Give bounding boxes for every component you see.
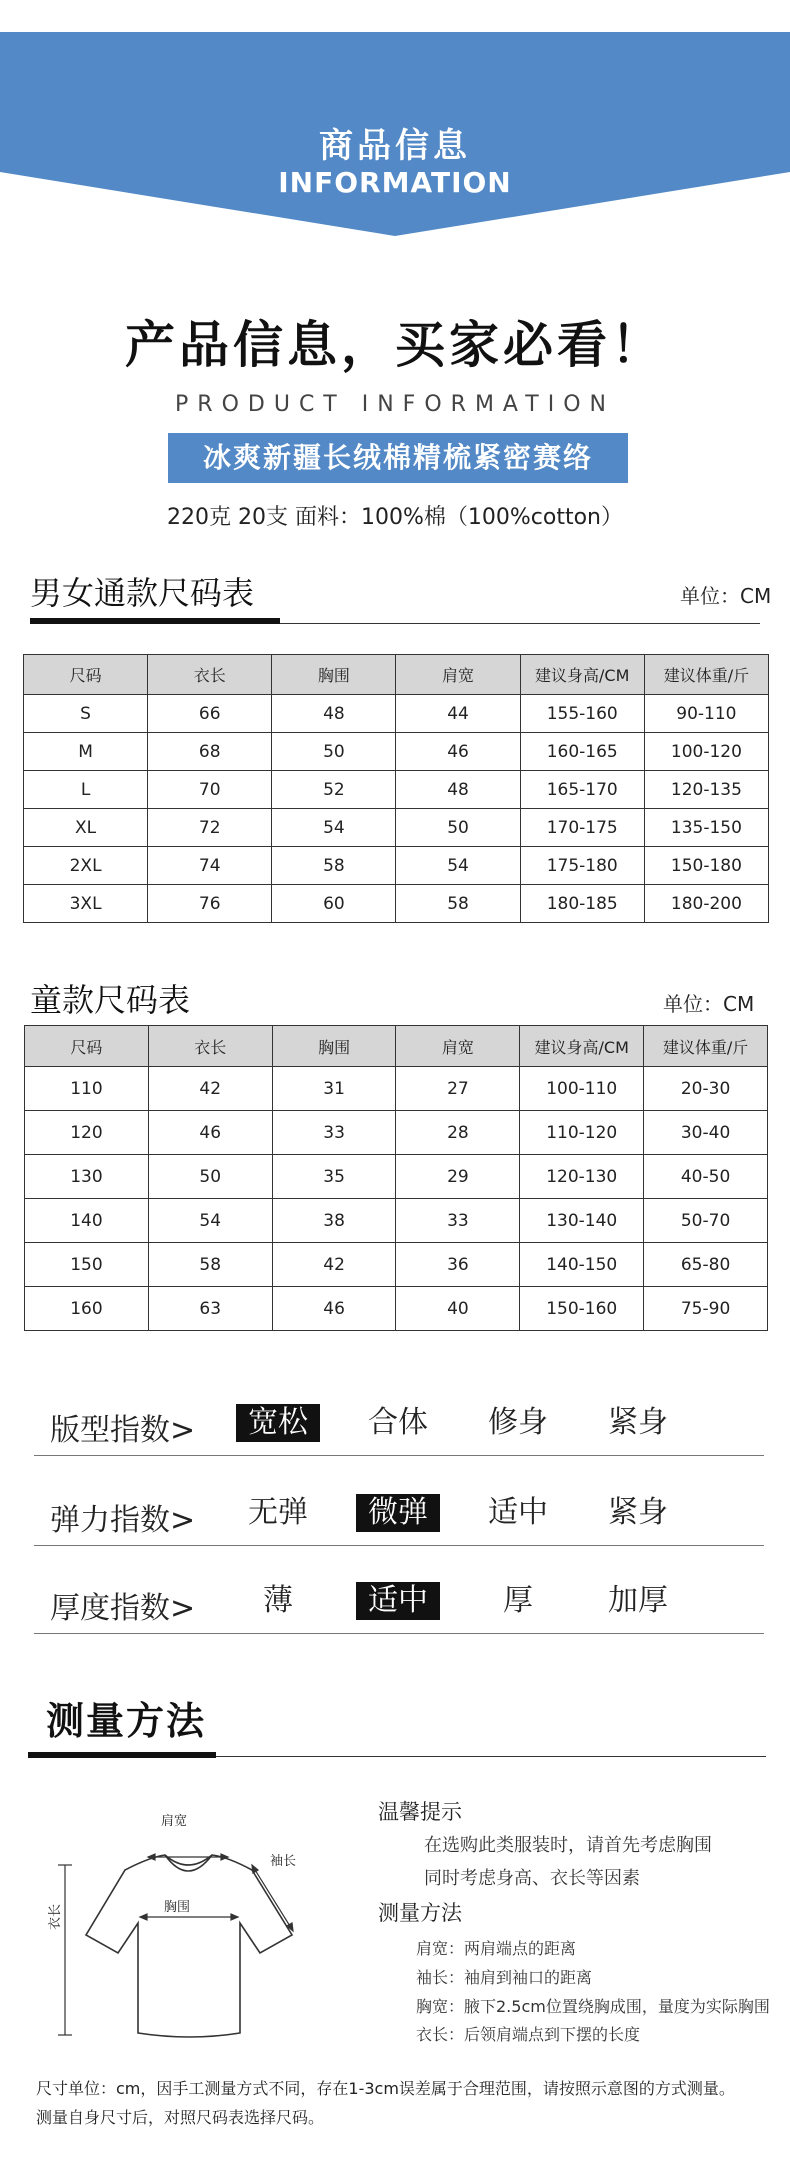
table-cell: 50-70 [644,1199,768,1243]
table-cell: 29 [396,1155,520,1199]
table-cell: 46 [272,1287,396,1331]
col-header-size: 尺码 [25,1026,149,1067]
table-cell: 72 [148,809,272,847]
table-row [25,1287,768,1331]
table-header-row [25,1026,768,1067]
index-option-selected: 宽松 [236,1404,320,1442]
table-cell: 48 [272,695,396,733]
table-cell: 40-50 [644,1155,768,1199]
table-cell: 54 [396,847,520,885]
table-cell: 180-185 [520,885,644,923]
adult-title-underline [30,618,280,624]
length-label: 衣长 [48,1903,63,1930]
kids-table-title: 童款尺码表 [30,981,191,1019]
table-cell: 46 [396,733,520,771]
page-title: 产品信息，买家必看！ [125,316,665,374]
table-cell: 76 [148,885,272,923]
table-cell: 74 [148,847,272,885]
table-cell: 66 [148,695,272,733]
table-cell: 27 [396,1067,520,1111]
table-cell: 100-110 [520,1067,644,1111]
kids-size-table [24,1025,768,1331]
adult-title-rule [280,623,760,624]
table-cell: 120 [25,1111,149,1155]
fabric-spec: 220克 20支 面料：100%棉（100%cotton） [167,505,623,530]
method-line: 袖长：袖肩到袖口的距离 [416,1968,593,1987]
table-cell: 155-160 [520,695,644,733]
table-cell: 58 [148,1243,272,1287]
table-cell: 120-135 [644,771,768,809]
table-row [24,847,769,885]
table-row [25,1155,768,1199]
table-cell: 160 [25,1287,149,1331]
shoulder-label: 肩宽 [161,1814,188,1829]
table-cell: 30-40 [644,1111,768,1155]
index-option: 紧身 [608,1495,668,1530]
index-option: 适中 [488,1495,548,1530]
table-cell: 60 [272,885,396,923]
table-cell: 42 [148,1067,272,1111]
table-cell: 33 [396,1199,520,1243]
table-row [24,771,769,809]
method-line: 衣长：后领肩端点到下摆的长度 [416,2025,641,2044]
table-cell: 130 [25,1155,149,1199]
footer-note: 尺寸单位：cm，因手工测量方式不同，存在1-3cm误差属于合理范围，请按照示意图的方式测量。 [36,2079,735,2098]
table-cell: 33 [272,1111,396,1155]
col-header-chest: 胸围 [272,655,396,695]
table-cell: 36 [396,1243,520,1287]
table-cell: 140-150 [520,1243,644,1287]
col-header-height: 建议身高/CM [520,655,644,695]
adult-table-unit: 单位：CM [680,584,772,608]
table-cell: 130-140 [520,1199,644,1243]
col-header-length: 衣长 [148,1026,272,1067]
adult-table-title: 男女通款尺码表 [30,574,255,612]
method-title: 测量方法 [378,1901,462,1925]
table-cell: 31 [272,1067,396,1111]
table-cell: 44 [396,695,520,733]
col-header-weight: 建议体重/斤 [644,655,768,695]
table-cell: 175-180 [520,847,644,885]
kids-table-unit: 单位：CM [663,992,755,1016]
table-cell: 120-130 [520,1155,644,1199]
table-cell: M [24,733,148,771]
table-cell: 140 [25,1199,149,1243]
table-cell: 180-200 [644,885,768,923]
index-divider [34,1455,764,1456]
index-option: 加厚 [608,1583,668,1618]
table-cell: 150-160 [520,1287,644,1331]
table-row [24,695,769,733]
index-option: 无弹 [248,1495,308,1530]
table-cell: S [24,695,148,733]
tip-line: 在选购此类服装时，请首先考虑胸围 [424,1835,712,1856]
table-row [24,809,769,847]
col-header-shoulder: 肩宽 [396,1026,520,1067]
page-subtitle: PRODUCT INFORMATION [175,392,615,417]
table-cell: 38 [272,1199,396,1243]
measure-title-underline [28,1752,216,1758]
table-cell: 54 [148,1199,272,1243]
index-option: 厚 [503,1583,533,1618]
col-header-height: 建议身高/CM [520,1026,644,1067]
adult-size-table [23,654,769,923]
fabric-tag: 冰爽新疆长绒棉精梳紧密赛络 [168,433,628,483]
banner-title-cn: 商品信息 [319,126,471,166]
index-option-selected: 适中 [356,1582,440,1620]
table-cell: 50 [396,809,520,847]
footer-note: 测量自身尺寸后，对照尺码表选择尺码。 [36,2108,325,2127]
table-cell: 3XL [24,885,148,923]
index-label: 弹力指数> [50,1503,196,1538]
table-cell: 35 [272,1155,396,1199]
table-cell: 42 [272,1243,396,1287]
table-cell: 58 [272,847,396,885]
table-row [25,1067,768,1111]
shirt-diagram [40,1795,310,2055]
table-cell: 170-175 [520,809,644,847]
table-row [24,733,769,771]
index-label: 厚度指数> [50,1591,196,1626]
table-cell: 46 [148,1111,272,1155]
table-row [25,1243,768,1287]
index-option: 修身 [488,1405,548,1440]
banner-title-en: INFORMATION [278,166,512,199]
sleeve-label: 袖长 [270,1854,297,1869]
table-cell: 70 [148,771,272,809]
table-cell: 110-120 [520,1111,644,1155]
table-cell: 2XL [24,847,148,885]
table-cell: 20-30 [644,1067,768,1111]
col-header-shoulder: 肩宽 [396,655,520,695]
index-divider [34,1633,764,1634]
table-cell: 110 [25,1067,149,1111]
table-cell: 40 [396,1287,520,1331]
table-cell: 65-80 [644,1243,768,1287]
table-cell: 150 [25,1243,149,1287]
table-cell: 165-170 [520,771,644,809]
table-cell: 52 [272,771,396,809]
table-cell: 75-90 [644,1287,768,1331]
table-cell: 100-120 [644,733,768,771]
table-cell: 28 [396,1111,520,1155]
tip-line: 同时考虑身高、衣长等因素 [424,1868,640,1889]
table-row [24,885,769,923]
method-line: 肩宽：两肩端点的距离 [416,1939,577,1958]
table-header-row [24,655,769,695]
table-cell: L [24,771,148,809]
table-cell: 90-110 [644,695,768,733]
tips-title: 温馨提示 [378,1800,462,1824]
chest-label: 胸围 [164,1900,191,1915]
table-cell: 48 [396,771,520,809]
index-option: 合体 [368,1405,428,1440]
table-cell: 63 [148,1287,272,1331]
table-cell: 54 [272,809,396,847]
index-divider [34,1545,764,1546]
col-header-length: 衣长 [148,655,272,695]
index-option: 薄 [263,1583,293,1618]
table-row [25,1199,768,1243]
table-cell: 135-150 [644,809,768,847]
table-cell: 150-180 [644,847,768,885]
table-cell: 50 [148,1155,272,1199]
index-label: 版型指数> [50,1413,196,1448]
index-option: 紧身 [608,1405,668,1440]
measure-title: 测量方法 [46,1699,207,1743]
col-header-weight: 建议体重/斤 [644,1026,768,1067]
table-cell: 50 [272,733,396,771]
col-header-size: 尺码 [24,655,148,695]
table-cell: XL [24,809,148,847]
measure-title-rule [216,1756,766,1757]
table-cell: 58 [396,885,520,923]
table-cell: 160-165 [520,733,644,771]
index-option-selected: 微弹 [356,1494,440,1532]
table-cell: 68 [148,733,272,771]
col-header-chest: 胸围 [272,1026,396,1067]
table-row [25,1111,768,1155]
method-line: 胸宽：腋下2.5cm位置绕胸成围，量度为实际胸围 [416,1997,770,2016]
